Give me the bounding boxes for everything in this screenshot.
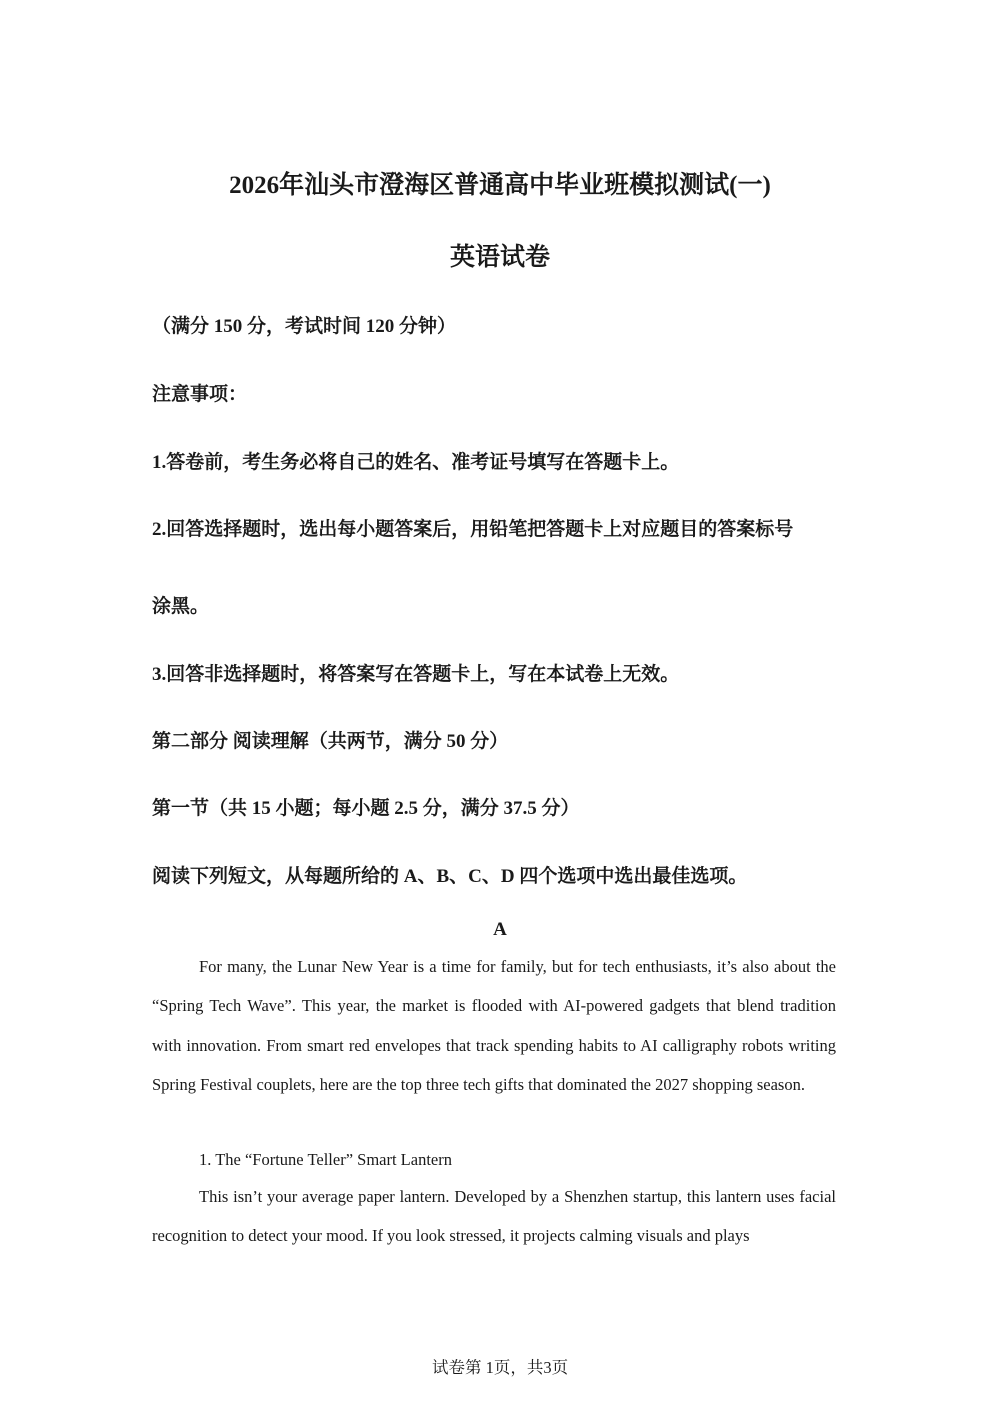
passage-paragraph-2 xyxy=(152,1177,836,1256)
notice-heading: 注意事项： xyxy=(152,384,248,405)
exam-title: 2026年汕头市澄海区普通高中毕业班模拟测试(一) xyxy=(229,172,771,199)
page-footer: 试卷第 1页，共3页 xyxy=(431,1358,569,1377)
part-heading: 第二部分 阅读理解（共两节，满分 50 分） xyxy=(152,731,509,752)
passage-item-1-heading: 1. The “Fortune Teller” Smart Lantern xyxy=(199,1150,452,1169)
exam-subtitle: 英语试卷 xyxy=(449,244,550,271)
passage-label: A xyxy=(493,919,507,940)
directions: 阅读下列短文，从每题所给的 A、B、C、D 四个选项中选出最佳选项。 xyxy=(152,866,748,887)
notice-item-2-line-1: 2.回答选择题时，选出每小题答案后，用铅笔把答题卡上对应题目的答案标号 xyxy=(152,519,794,540)
score-info: （满分 150 分，考试时间 120 分钟） xyxy=(152,316,457,337)
passage-paragraph-2-text: This isn’t your average paper lantern. Developed by a Shenzhen startup, this lantern uses facial recognition to detect your mood. If you look stressed, it projects calming visuals and plays xyxy=(152,1187,836,1246)
notice-item-3: 3.回答非选择题时，将答案写在答题卡上，写在本试卷上无效。 xyxy=(152,664,680,685)
subsection-heading: 第一节（共 15 小题；每小题 2.5 分，满分 37.5 分） xyxy=(152,798,580,819)
passage-paragraph-1-text: For many, the Lunar New Year is a time for family, but for tech enthusiasts, it’s also about the “Spring Tech Wave”. This year, the market is flooded with AI-powered gadgets that blend tradition with innovation. From smart red envelopes that track spending habits to AI calligraphy robots writing Spring Festival couplets, here are the top three tech gifts that dominated the 2027 shopping season. xyxy=(152,957,836,1095)
notice-item-2-line-2: 涂黑。 xyxy=(152,596,210,617)
passage-paragraph-1 xyxy=(152,947,836,1105)
notice-item-1: 1.答卷前，考生务必将自己的姓名、准考证号填写在答题卡上。 xyxy=(152,452,680,473)
